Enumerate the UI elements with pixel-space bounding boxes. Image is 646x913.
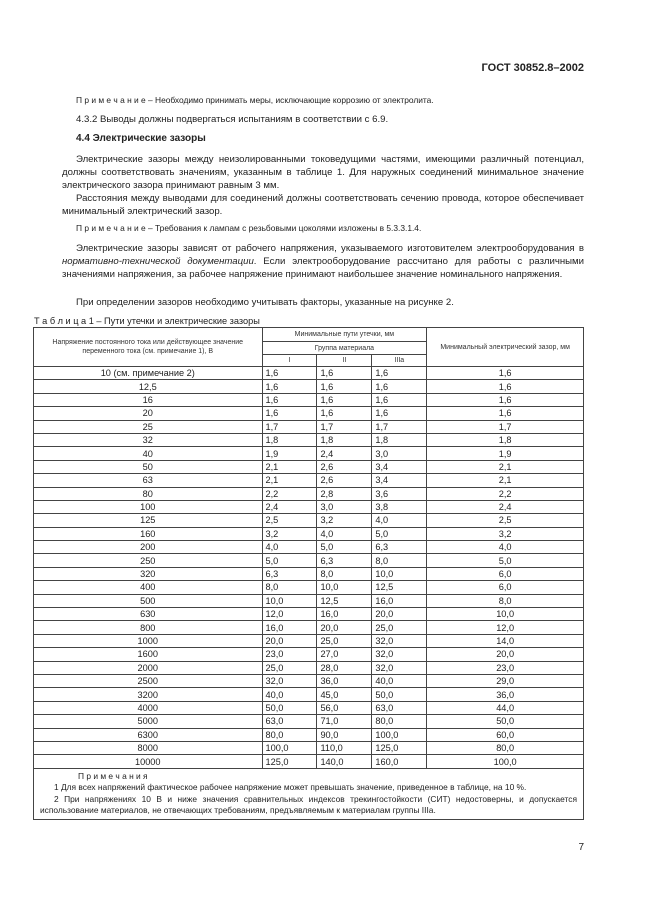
cell-leakage: 16,0 [372, 594, 427, 607]
leakage-clearance-table [33, 327, 584, 820]
table-row [34, 715, 584, 728]
cell-clearance: 2,1 [427, 460, 584, 473]
cell-clearance: 60,0 [427, 728, 584, 741]
cell-leakage: 1,6 [317, 367, 372, 380]
cell-clearance: 5,0 [427, 554, 584, 567]
cell-voltage: 400 [34, 581, 263, 594]
cell-clearance: 2,4 [427, 500, 584, 513]
cell-clearance: 1,6 [427, 367, 584, 380]
table-row [34, 474, 584, 487]
cell-leakage: 1,6 [372, 380, 427, 393]
cell-leakage: 63,0 [372, 701, 427, 714]
cell-leakage: 80,0 [262, 728, 317, 741]
table-note-2: 2 При напряжениях 10 В и ниже значения сравнительных индексов трекингостойкости (СИТ) недостоверны, и допускается использование материалов, не отвечающих требованиям, предъявляемым к материалам группы IIIa. [40, 793, 577, 816]
paragraph-working-voltage [62, 242, 584, 281]
cell-leakage: 2,6 [317, 474, 372, 487]
cell-leakage: 80,0 [372, 715, 427, 728]
cell-voltage: 200 [34, 541, 263, 554]
cell-leakage: 1,6 [372, 407, 427, 420]
cell-leakage: 25,0 [372, 621, 427, 634]
table-caption-label: Т а б л и ц а 1 [34, 316, 94, 326]
cell-leakage: 4,0 [372, 514, 427, 527]
cell-clearance: 10,0 [427, 608, 584, 621]
cell-leakage: 6,3 [317, 554, 372, 567]
cell-voltage: 1000 [34, 634, 263, 647]
cell-clearance: 23,0 [427, 661, 584, 674]
note-label: П р и м е ч а н и е [76, 95, 146, 105]
table-row [34, 688, 584, 701]
table-row [34, 433, 584, 446]
cell-leakage: 50,0 [372, 688, 427, 701]
cell-leakage: 2,4 [317, 447, 372, 460]
paragraph-terminal-distances: Расстояния между выводами для соединений должны соответствовать сечению провода, которое обеспечивает минимальный электрический зазор. [62, 193, 584, 217]
cell-leakage: 1,6 [372, 367, 427, 380]
page-number: 7 [578, 842, 584, 853]
cell-leakage: 6,3 [262, 567, 317, 580]
cell-voltage: 800 [34, 621, 263, 634]
cell-clearance: 1,6 [427, 407, 584, 420]
cell-leakage: 8,0 [317, 567, 372, 580]
table-row [34, 661, 584, 674]
cell-clearance: 3,2 [427, 527, 584, 540]
cell-leakage: 1,7 [317, 420, 372, 433]
cell-voltage: 100 [34, 500, 263, 513]
cell-voltage: 16 [34, 393, 263, 406]
cell-leakage: 3,8 [372, 500, 427, 513]
table-row [34, 541, 584, 554]
cell-clearance: 1,8 [427, 433, 584, 446]
note-text: – Требования к лампам с резьбовыми цоколями изложены в 5.3.3.1.4. [145, 223, 422, 233]
cell-clearance: 2,2 [427, 487, 584, 500]
table-row [34, 621, 584, 634]
cell-clearance: 1,6 [427, 380, 584, 393]
table-row [34, 674, 584, 687]
cell-leakage: 8,0 [372, 554, 427, 567]
cell-clearance: 50,0 [427, 715, 584, 728]
cell-clearance: 8,0 [427, 594, 584, 607]
cell-leakage: 1,6 [317, 380, 372, 393]
table-row [34, 367, 584, 380]
cell-leakage: 1,7 [262, 420, 317, 433]
cell-leakage: 1,6 [372, 393, 427, 406]
cell-leakage: 2,1 [262, 474, 317, 487]
cell-leakage: 16,0 [262, 621, 317, 634]
cell-leakage: 25,0 [262, 661, 317, 674]
cell-voltage: 63 [34, 474, 263, 487]
cell-leakage: 3,4 [372, 460, 427, 473]
cell-clearance: 14,0 [427, 634, 584, 647]
cell-leakage: 16,0 [317, 608, 372, 621]
cell-voltage: 80 [34, 487, 263, 500]
cell-leakage: 4,0 [317, 527, 372, 540]
cell-voltage: 1600 [34, 648, 263, 661]
cell-leakage: 12,5 [372, 581, 427, 594]
cell-voltage: 25 [34, 420, 263, 433]
cell-leakage: 12,0 [262, 608, 317, 621]
cell-leakage: 2,4 [262, 500, 317, 513]
cell-voltage: 10000 [34, 755, 263, 768]
cell-voltage: 3200 [34, 688, 263, 701]
cell-leakage: 100,0 [262, 741, 317, 754]
cell-clearance: 12,0 [427, 621, 584, 634]
cell-leakage: 1,8 [317, 433, 372, 446]
header-voltage: Напряжение постоянного тока или действующее значение переменного тока (см. примечание 1), В [34, 328, 263, 367]
table-row [34, 594, 584, 607]
cell-leakage: 32,0 [372, 634, 427, 647]
notes-title: П р и м е ч а н и я [78, 770, 148, 781]
cell-leakage: 45,0 [317, 688, 372, 701]
cell-voltage: 4000 [34, 701, 263, 714]
cell-leakage: 1,8 [372, 433, 427, 446]
cell-voltage: 8000 [34, 741, 263, 754]
cell-leakage: 12,5 [317, 594, 372, 607]
cell-leakage: 71,0 [317, 715, 372, 728]
note-label: П р и м е ч а н и е [76, 223, 146, 233]
cell-voltage: 50 [34, 460, 263, 473]
cell-leakage: 25,0 [317, 634, 372, 647]
cell-leakage: 110,0 [317, 741, 372, 754]
cell-leakage: 1,6 [317, 407, 372, 420]
cell-clearance: 1,9 [427, 447, 584, 460]
cell-leakage: 5,0 [262, 554, 317, 567]
table-row [34, 554, 584, 567]
cell-leakage: 63,0 [262, 715, 317, 728]
cell-leakage: 20,0 [262, 634, 317, 647]
standard-header: ГОСТ 30852.8–2002 [481, 62, 584, 74]
cell-leakage: 2,8 [317, 487, 372, 500]
table-row [34, 514, 584, 527]
table-row [34, 527, 584, 540]
header-group-ii: II [317, 355, 372, 367]
cell-leakage: 3,4 [372, 474, 427, 487]
cell-leakage: 23,0 [262, 648, 317, 661]
header-group-iiia: IIIa [372, 355, 427, 367]
cell-clearance: 80,0 [427, 741, 584, 754]
table-row [34, 447, 584, 460]
table-row [34, 500, 584, 513]
table-row [34, 701, 584, 714]
cell-leakage: 10,0 [372, 567, 427, 580]
cell-clearance: 2,1 [427, 474, 584, 487]
cell-leakage: 10,0 [262, 594, 317, 607]
cell-leakage: 2,2 [262, 487, 317, 500]
cell-leakage: 1,6 [262, 393, 317, 406]
header-leakage: Минимальные пути утечки, мм [262, 328, 427, 342]
note-lamps [62, 222, 584, 235]
cell-leakage: 20,0 [317, 621, 372, 634]
cell-leakage: 125,0 [262, 755, 317, 768]
cell-leakage: 32,0 [372, 648, 427, 661]
cell-leakage: 3,6 [372, 487, 427, 500]
table-row [34, 393, 584, 406]
cell-leakage: 2,6 [317, 460, 372, 473]
note-text: – Необходимо принимать меры, исключающие коррозию от электролита. [145, 95, 434, 105]
cell-leakage: 6,3 [372, 541, 427, 554]
cell-voltage: 2500 [34, 674, 263, 687]
cell-voltage: 32 [34, 433, 263, 446]
note-electrolyte [62, 94, 584, 107]
table-row [34, 634, 584, 647]
cell-leakage: 1,7 [372, 420, 427, 433]
cell-leakage: 125,0 [372, 741, 427, 754]
cell-voltage: 160 [34, 527, 263, 540]
header-clearance: Минимальный электрический зазор, мм [427, 328, 584, 367]
cell-leakage: 3,2 [262, 527, 317, 540]
cell-leakage: 28,0 [317, 661, 372, 674]
cell-leakage: 3,2 [317, 514, 372, 527]
cell-voltage: 630 [34, 608, 263, 621]
cell-leakage: 40,0 [262, 688, 317, 701]
cell-voltage: 5000 [34, 715, 263, 728]
table-row [34, 608, 584, 621]
table-row [34, 648, 584, 661]
cell-clearance: 44,0 [427, 701, 584, 714]
cell-leakage: 1,6 [262, 407, 317, 420]
cell-leakage: 3,0 [317, 500, 372, 513]
cell-leakage: 40,0 [372, 674, 427, 687]
cell-clearance: 1,7 [427, 420, 584, 433]
cell-leakage: 1,8 [262, 433, 317, 446]
table-row [34, 581, 584, 594]
cell-leakage: 5,0 [372, 527, 427, 540]
cell-clearance: 20,0 [427, 648, 584, 661]
cell-leakage: 5,0 [317, 541, 372, 554]
cell-leakage: 1,6 [262, 367, 317, 380]
table-caption [34, 316, 260, 326]
table-note-1: 1 Для всех напряжений фактическое рабочее напряжение может превышать значение, приведенное в таблице, на 10 %. [54, 782, 527, 793]
cell-leakage: 3,0 [372, 447, 427, 460]
cell-leakage: 160,0 [372, 755, 427, 768]
cell-voltage: 500 [34, 594, 263, 607]
cell-voltage: 20 [34, 407, 263, 420]
header-group-i: I [262, 355, 317, 367]
cell-leakage: 1,9 [262, 447, 317, 460]
cell-leakage: 2,5 [262, 514, 317, 527]
table-row [34, 420, 584, 433]
cell-leakage: 4,0 [262, 541, 317, 554]
table-row [34, 407, 584, 420]
cell-voltage: 125 [34, 514, 263, 527]
cell-clearance: 36,0 [427, 688, 584, 701]
cell-voltage: 10 (см. примечание 2) [34, 367, 263, 380]
table-row [34, 755, 584, 768]
paragraph-factors: При определении зазоров необходимо учитывать факторы, указанные на рисунке 2. [76, 297, 454, 308]
cell-leakage: 50,0 [262, 701, 317, 714]
cell-leakage: 1,6 [262, 380, 317, 393]
cell-clearance: 2,5 [427, 514, 584, 527]
cell-voltage: 12,5 [34, 380, 263, 393]
cell-leakage: 20,0 [372, 608, 427, 621]
cell-clearance: 6,0 [427, 581, 584, 594]
cell-clearance: 6,0 [427, 567, 584, 580]
cell-leakage: 8,0 [262, 581, 317, 594]
table-row [34, 487, 584, 500]
table-row [34, 567, 584, 580]
section-heading-4-4: 4.4 Электрические зазоры [76, 133, 206, 144]
cell-voltage: 40 [34, 447, 263, 460]
cell-voltage: 320 [34, 567, 263, 580]
text-part: . Если электрооборудование рассчитано для работы с различными значениями напряжения, за рабочее напряжение принимают наибольшее значение номинального напряжения. [62, 256, 585, 280]
table-row [34, 741, 584, 754]
cell-clearance: 29,0 [427, 674, 584, 687]
table-row [34, 380, 584, 393]
cell-leakage: 27,0 [317, 648, 372, 661]
cell-leakage: 2,1 [262, 460, 317, 473]
cell-voltage: 250 [34, 554, 263, 567]
cell-leakage: 140,0 [317, 755, 372, 768]
cell-leakage: 90,0 [317, 728, 372, 741]
text-part: Электрические зазоры зависят от рабочего напряжения, указываемого изготовителем электрооборудования в [76, 243, 584, 254]
table-caption-text: – Пути утечки и электрические зазоры [93, 316, 260, 326]
cell-clearance: 100,0 [427, 755, 584, 768]
cell-leakage: 36,0 [317, 674, 372, 687]
table-notes [34, 768, 584, 819]
cell-clearance: 1,6 [427, 393, 584, 406]
text-emphasis: нормативно-технической документации [62, 256, 254, 267]
cell-leakage: 1,6 [317, 393, 372, 406]
table-row [34, 460, 584, 473]
cell-leakage: 32,0 [372, 661, 427, 674]
cell-leakage: 56,0 [317, 701, 372, 714]
cell-clearance: 4,0 [427, 541, 584, 554]
cell-leakage: 32,0 [262, 674, 317, 687]
header-material-group: Группа материала [262, 342, 427, 355]
cell-leakage: 10,0 [317, 581, 372, 594]
cell-voltage: 6300 [34, 728, 263, 741]
table-row [34, 728, 584, 741]
cell-leakage: 100,0 [372, 728, 427, 741]
paragraph-clearances: Электрические зазоры между неизолированными токоведущими частями, имеющими различный потенциал, должны соответствовать значениям, указанным в таблице 1. Для наружных соединений минимальное значение электрического зазора принимают равным 3 мм. [62, 154, 584, 191]
clause-4-3-2: 4.3.2 Выводы должны подвергаться испытаниям в соответствии с 6.9. [76, 114, 389, 125]
table-body [34, 367, 584, 769]
cell-voltage: 2000 [34, 661, 263, 674]
